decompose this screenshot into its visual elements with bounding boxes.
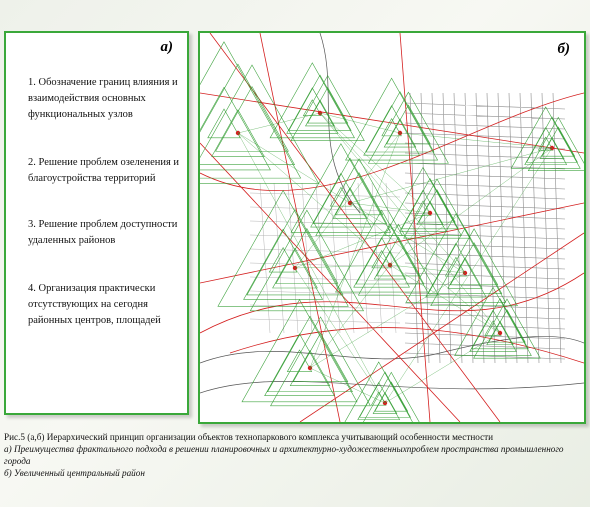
- contour-lines: [200, 33, 584, 393]
- panel-b-tag: б): [557, 41, 570, 57]
- list-item-1: 1. Обозначение границ влияния и взаимодействия основных функциональных узлов: [28, 77, 178, 120]
- fractal-node-2: [270, 63, 364, 141]
- fractal-node-11: [344, 362, 421, 422]
- list-item-2: 2. Решение проблем озеленения и благоустройства территорий: [28, 157, 180, 184]
- street-grid: [405, 93, 565, 363]
- panel-b: [198, 31, 586, 424]
- list-item-4: 4. Организация практически отсутствующих на сегодня районных центров, площадей: [28, 283, 161, 326]
- caption-line-b: б) Увеличенный центральный район: [4, 468, 145, 478]
- panel-a-tag: а): [160, 39, 173, 55]
- caption-main: Рис.5 (а,б) Иерархический принцип организации объектов технопаркового комплекса учитывающий особенности местности: [4, 432, 494, 442]
- caption-line-a: а) Преимущества фрактального подхода в решении планировочных и архитектурно-художественныхпроблем пространства промышленного города: [4, 444, 564, 466]
- fractal-node-7: [218, 190, 364, 310]
- fractal-map: [200, 33, 584, 422]
- list-item-3: 3. Решение проблем доступности удаленных районов: [28, 219, 178, 246]
- fractal-node-12: [455, 287, 541, 358]
- panel-a: [4, 31, 189, 415]
- figure-caption: [4, 431, 586, 479]
